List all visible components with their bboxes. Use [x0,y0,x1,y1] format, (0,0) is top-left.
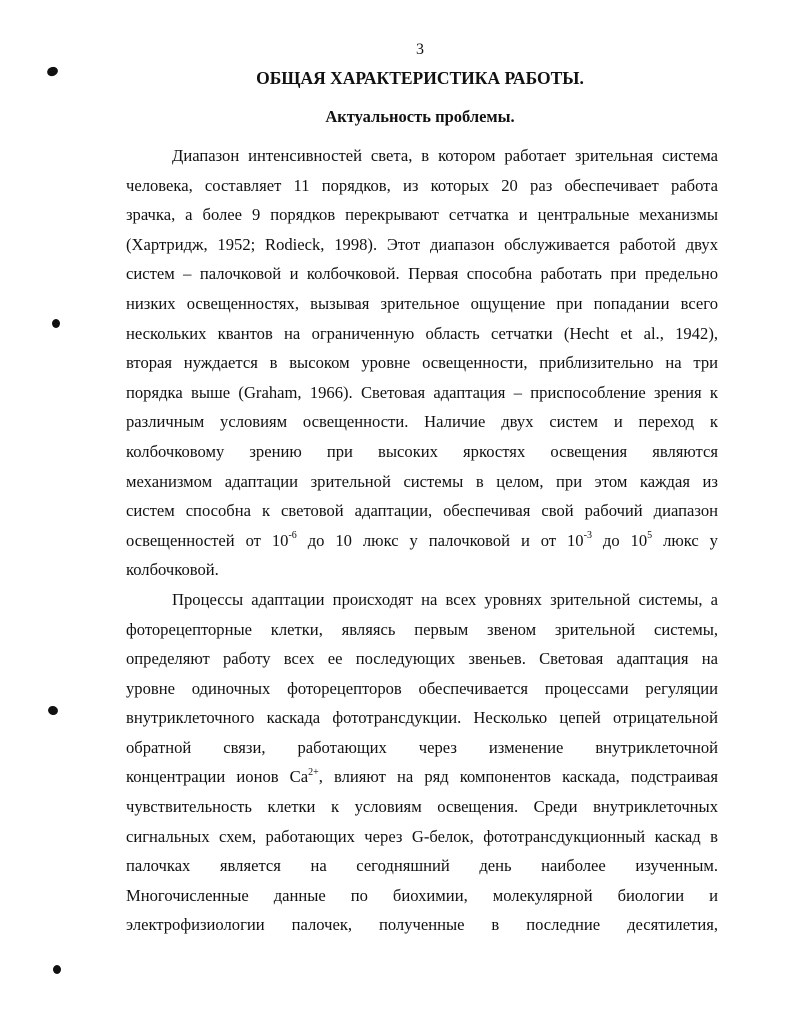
text-line: внутриклеточного каскада фототрансдукции. Несколько цепей отрицательной [126,708,718,728]
text-line: порядка выше (Graham, 1966). Световая адаптация – приспособление зрения к [126,382,718,402]
text-line: вторая нуждается в высоком уровне освещенности, приблизительно на три [126,353,718,373]
scan-hole-mark [52,319,60,328]
text-line: систем способна к световой адаптации, обеспечивая свой рабочий диапазон [126,501,718,521]
exponent: 2+ [308,766,319,778]
text-line: Диапазон интенсивностей света, в котором работает зрительная система [172,146,718,165]
text-segment: до 10 [591,530,648,550]
text-line: колбочковой. [126,560,219,580]
text-line: палочках является на сегодняшний день наиболее изученным. [126,856,718,876]
text-line: систем – палочковой и колбочковой. Первая способна работать при предельно [126,264,718,284]
text-line-with-exponent [126,762,718,792]
text-line: различным условиям освещенности. Наличие двух систем и переход к [126,412,718,432]
text-line: сигнальных схем, работающих через G-белок, фототрансдукционный каскад в [126,826,718,846]
text-line: чувствительность клетки к условиям освещения. Среди внутриклеточных [126,797,718,817]
text-line: нескольких квантов на ограниченную область сетчатки (Hecht et al., 1942), [126,323,718,343]
text-line: механизмом адаптации зрительной системы в целом, при этом каждая из [126,471,718,491]
text-line-with-exponents [126,526,718,556]
text-line: колбочковому зрению при высоких яркостях освещения являются [126,441,718,461]
scan-hole-mark [46,65,59,77]
text-line: Многочисленные данные по биохимии, молекулярной биологии и [126,885,718,905]
text-segment: , влияют на ряд компонентов каскада, подстраивая [318,767,718,787]
body-text [126,141,718,940]
text-segment: до 10 люкс у палочковой и от 10 [296,530,584,550]
text-line: уровне одиночных фоторецепторов обеспечивается процессами регуляции [126,678,718,698]
text-line: человека, составляет 11 порядков, из которых 20 раз обеспечивает работа [126,175,718,195]
text-line: (Хартридж, 1952; Rodieck, 1998). Этот диапазон обслуживается работой двух [126,234,718,254]
main-title: ОБЩАЯ ХАРАКТЕРИСТИКА РАБОТЫ. [256,68,584,88]
text-line: фоторецепторные клетки, являясь первым звеном зрительной системы, [126,619,718,639]
paragraph-2 [126,585,718,940]
text-line: низких освещенностях, вызывая зрительное ощущение при попадании всего [126,293,718,313]
text-line: обратной связи, работающих через изменение внутриклеточной [126,737,718,757]
scan-hole-mark [53,965,61,974]
text-line: электрофизиологии палочек, полученные в последние десятилетия, [126,915,718,935]
exponent: -3 [583,530,592,542]
section-title: Актуальность проблемы. [325,107,515,126]
scan-hole-mark [47,705,59,716]
paragraph-1 [126,141,718,585]
exponent: -6 [288,530,297,542]
page-number: 3 [416,41,424,58]
text-segment: люкс у [652,530,718,550]
text-line: Процессы адаптации происходят на всех уровнях зрительной системы, а [172,589,718,609]
exponent: 5 [647,530,653,542]
text-line: зрачка, а более 9 порядков перекрывают сетчатка и центральные механизмы [126,205,718,225]
text-segment: концентрации ионов Са [126,767,309,787]
text-segment: освещенностей от 10 [126,530,289,550]
text-line: определяют работу всех ее последующих звеньев. Световая адаптация на [126,649,718,669]
